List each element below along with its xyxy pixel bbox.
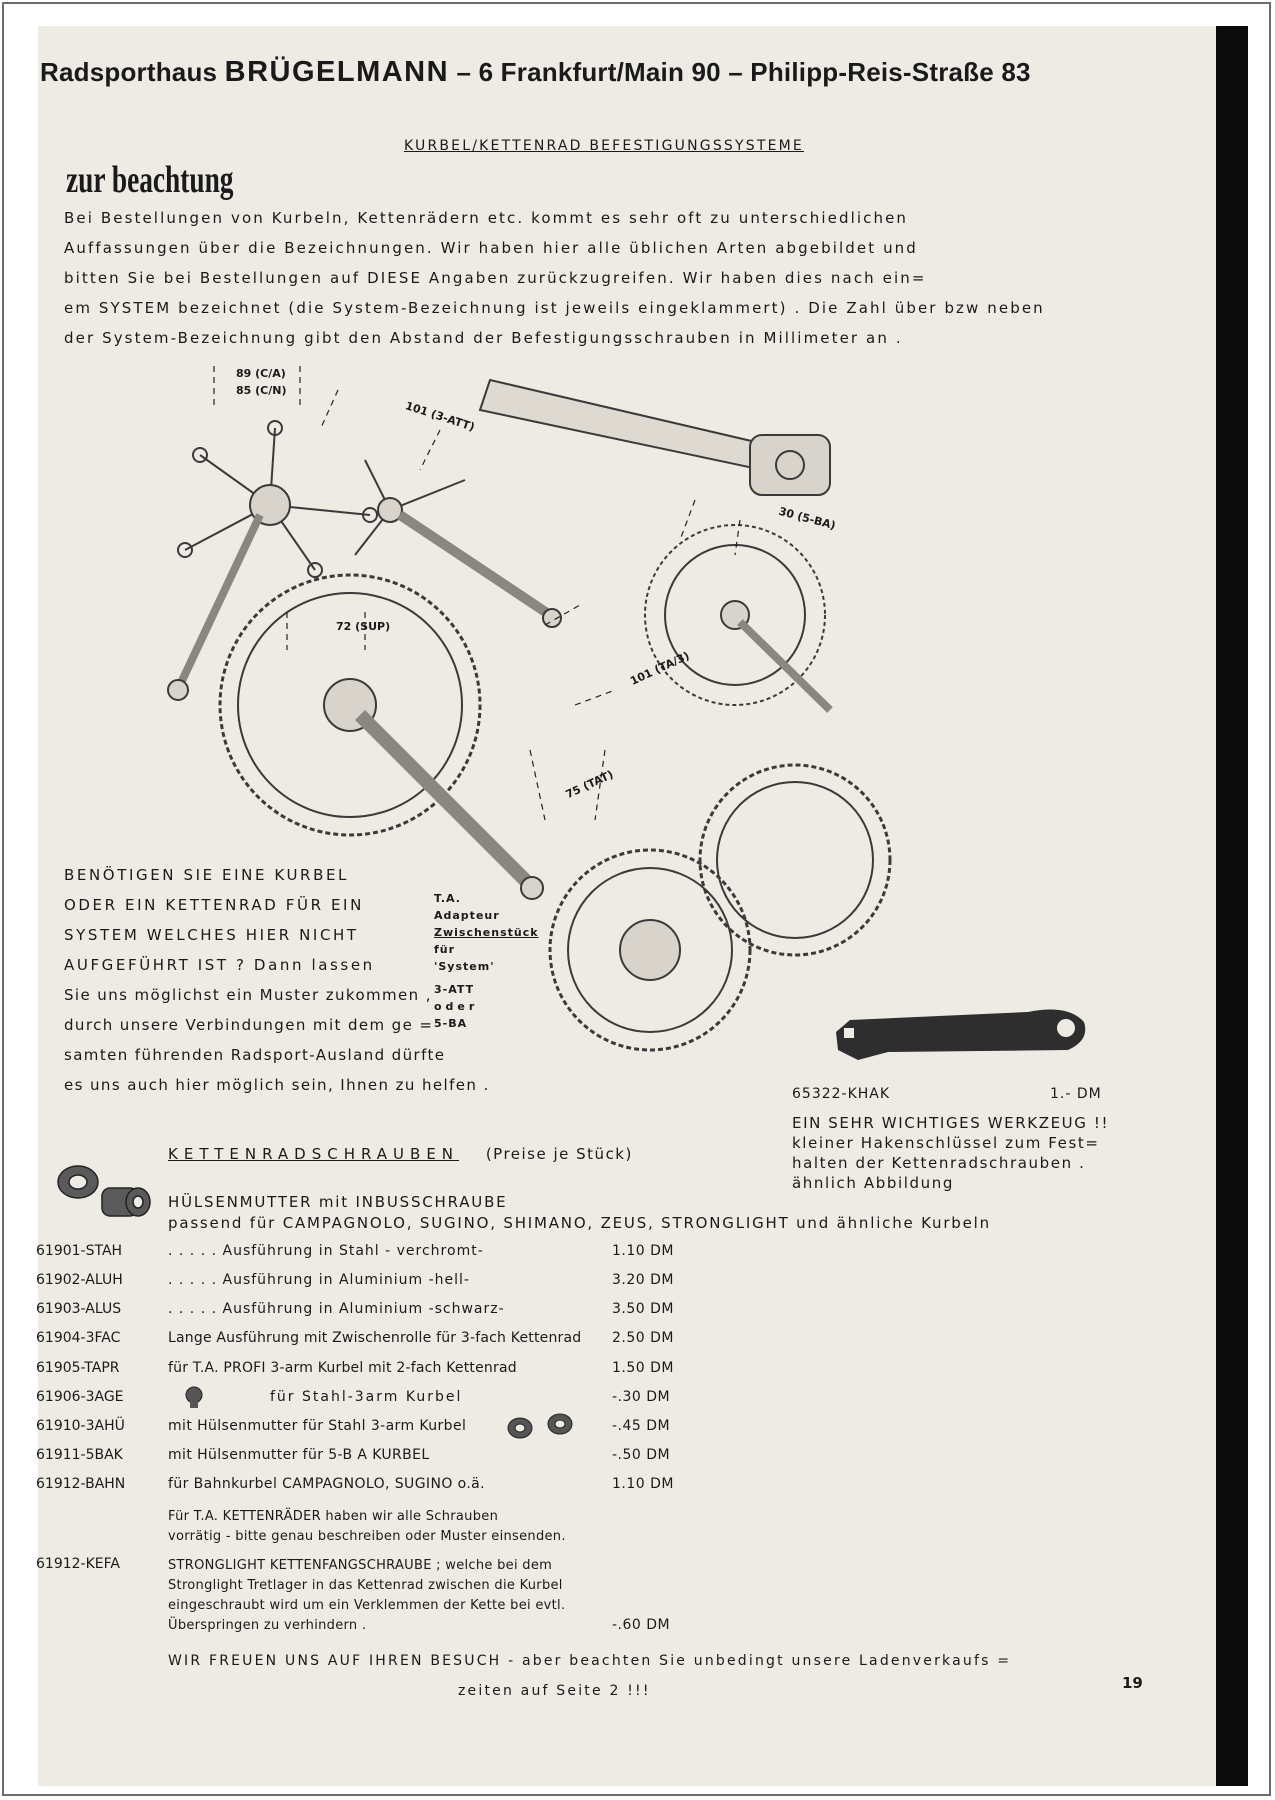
item-price: -.50 DM [612,1447,671,1463]
item-code: 61901-STAH [36,1243,123,1259]
bolt-icon [182,1385,206,1409]
ta-note-line: vorrätig - bitte genau beschreiben oder Muster einsenden. [168,1529,566,1544]
item-price: -.45 DM [612,1418,671,1434]
tool-line: halten der Kettenradschrauben . [792,1154,1086,1172]
crank-3att-icon [355,460,561,627]
kefa-description [168,1556,565,1636]
intro-line: bitten Sie bei Bestellungen auf DIESE Angaben zurückzugreifen. Wir haben dies nach ein= [64,269,927,287]
tool-line: EIN SEHR WICHTIGES WERKZEUG !! [792,1114,1110,1132]
item-description: für T.A. PROFI 3-arm Kurbel mit 2-fach Kettenrad [168,1360,517,1376]
kefa-line: STRONGLIGHT KETTENFANGSCHRAUBE ; welche bei dem [168,1558,553,1573]
header-address: – 6 Frankfurt/Main 90 – Philipp-Reis-Straße 83 [456,57,1031,87]
item-price: 3.20 DM [612,1272,674,1288]
adapter-line: oder [434,1000,479,1013]
page-header [40,56,1031,89]
kefa-line: Überspringen zu verhindern . [168,1618,367,1633]
item-code: 61902-ALUH [36,1272,123,1288]
sleeve-nut-small-icon [504,1410,578,1442]
item-code: 61910-3AHÜ [36,1418,125,1434]
item-price: 3.50 DM [612,1301,674,1317]
item-price: 2.50 DM [612,1330,674,1346]
dim-label-tat: 75 (TAT) [563,767,616,802]
request-line: samten führenden Radsport-Ausland dürfte [64,1046,446,1064]
footer-note [168,1646,1108,1706]
item-description: . . . . . Ausführung in Stahl - verchromt- [168,1243,484,1259]
adapter-label [434,890,539,1032]
intro-line: em SYSTEM bezeichnet (die System-Bezeichnung ist jeweils eingeklammert) . Die Zahl über bzw neben [64,299,1045,317]
adapter-line: 5-BA [434,1017,468,1030]
item-description: mit Hülsenmutter für Stahl 3-arm Kurbel [168,1418,467,1434]
request-line: ODER EIN KETTENRAD FÜR EIN [64,896,364,914]
item-code: 61903-ALUS [36,1301,122,1317]
request-line: es uns auch hier möglich sein, Ihnen zu helfen . [64,1076,490,1094]
item-code: 61912-KEFA [36,1556,120,1572]
footer-line: zeiten auf Seite 2 !!! [458,1683,651,1699]
page-number: 19 [1122,1674,1143,1692]
adapter-line: T.A. [434,892,461,905]
dim-label-sup: 72 (SUP) [336,620,391,633]
intro-line: der System-Bezeichnung gibt den Abstand der Befestigungsschrauben in Millimeter an . [64,329,903,347]
dim-label-ta3: 101 (TA/3) [628,649,692,688]
screws-price-note: (Preise je Stück) [485,1145,633,1163]
tool-description [792,1113,1109,1193]
request-line: BENÖTIGEN SIE EINE KURBEL [64,866,349,884]
request-line: durch unsere Verbindungen mit dem ge = [64,1016,434,1034]
item-description: . . . . . Ausführung in Aluminium -hell- [168,1272,470,1288]
spider-ca-icon [168,421,377,700]
screws-heading [168,1145,633,1163]
item-description: mit Hülsenmutter für 5-B A KURBEL [168,1447,430,1463]
item-price: -.30 DM [612,1389,671,1405]
ta-note-line: Für T.A. KETTENRÄDER haben wir alle Schrauben [168,1509,499,1524]
request-line: AUFGEFÜHRT IST ? Dann lassen [64,956,375,974]
chainring-ta3-icon [645,525,830,710]
item-description: für Bahnkurbel CAMPAGNOLO, SUGINO o.ä. [168,1476,486,1492]
tool-line: kleiner Hakenschlüssel zum Fest= [792,1134,1100,1152]
adapter-line: 3-ATT [434,983,475,996]
kefa-line: eingeschraubt wird um ein Verklemmen der Kette bei evtl. [168,1598,566,1613]
item-code: 61912-BAHN [36,1476,126,1492]
dim-label-5ba: 30 (5-BA) [777,504,838,533]
header-prefix: Radsporthaus [40,57,218,87]
notice-title: zur beachtung [66,159,234,201]
intro-line: Bei Bestellungen von Kurbeln, Kettenrädern etc. kommt es sehr oft zu unterschiedlichen [64,209,909,227]
request-line: Sie uns möglichst ein Muster zukommen , [64,986,432,1004]
sleeve-nut-icon [50,1160,160,1232]
header-brand: BRÜGELMANN [224,56,450,88]
crank-arm-icon [480,380,830,495]
section-title: KURBEL/KETTENRAD BEFESTIGUNGSSYSTEME [404,138,804,154]
sleeve-line: passend für CAMPAGNOLO, SUGINO, SHIMANO, ZEUS, STRONGLIGHT und ähnliche Kurbeln [168,1214,991,1232]
sleeve-nut-heading [168,1192,991,1234]
intro-paragraph [64,203,1045,353]
request-line: SYSTEM WELCHES HIER NICHT [64,926,359,944]
item-price: 1.10 DM [612,1476,674,1492]
item-price: 1.50 DM [612,1360,674,1376]
item-code: 61906-3AGE [36,1389,124,1405]
item-description: für Stahl-3arm Kurbel [270,1389,463,1405]
hook-wrench-icon [828,1000,1098,1070]
item-code: 61911-5BAK [36,1447,123,1463]
item-code: 61905-TAPR [36,1360,120,1376]
custom-request-text [64,860,490,1100]
sleeve-line: HÜLSENMUTTER mit INBUSSCHRAUBE [168,1193,508,1211]
item-price: 1.10 DM [612,1243,674,1259]
item-description: . . . . . Ausführung in Aluminium -schwarz- [168,1301,505,1317]
adapter-line: Adapteur [434,909,500,922]
footer-line: WIR FREUEN UNS AUF IHREN BESUCH - aber beachten Sie unbedingt unsere Ladenverkaufs = [168,1653,1012,1669]
item-price: -.60 DM [612,1617,671,1633]
tool-line: ähnlich Abbildung [792,1174,954,1192]
item-code: 61904-3FAC [36,1330,121,1346]
item-description: Lange Ausführung mit Zwischenrolle für 3-fach Kettenrad [168,1330,582,1346]
ta-chainring-note [168,1507,566,1547]
kefa-line: Stronglight Tretlager in das Kettenrad zwischen die Kurbel [168,1578,563,1593]
screws-title: KETTENRADSCHRAUBEN [168,1145,460,1163]
intro-line: Auffassungen über die Bezeichnungen. Wir haben hier alle üblichen Arten abgebildet und [64,239,918,257]
scan-edge [1216,26,1248,1786]
dim-label-ca: 89 (C/A) [236,367,286,380]
adapter-line: Zwischenstück [434,926,539,939]
dim-label-cn: 85 (C/N) [236,384,287,397]
tool-article-code: 65322-KHAK [792,1086,891,1102]
dim-label-3att: 101 (3-ATT) [403,399,477,434]
adapter-line: 'System' [434,960,495,973]
tool-price: 1.- DM [1050,1086,1102,1102]
adapter-line: für [434,943,456,956]
